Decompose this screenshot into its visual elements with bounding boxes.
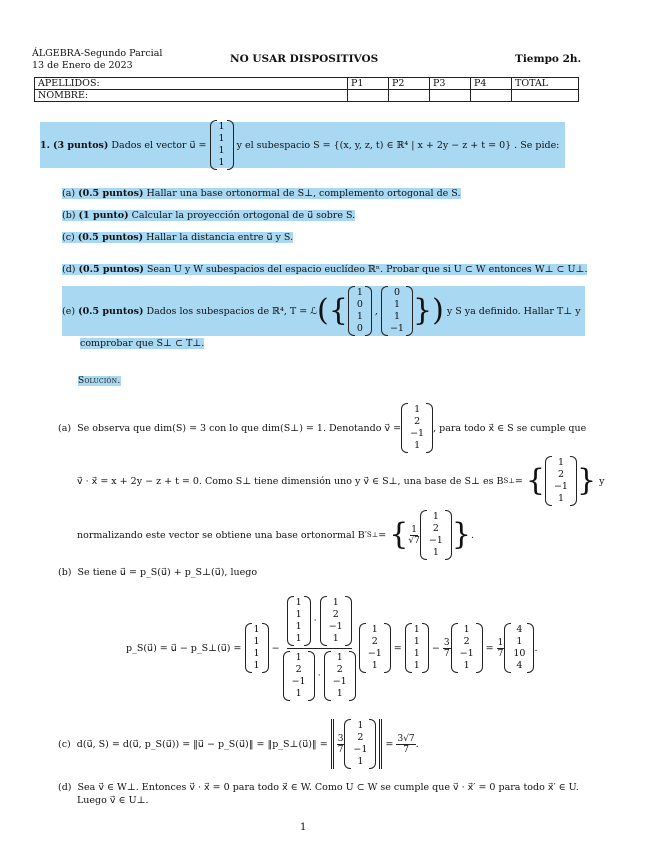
vector-entry: −1: [459, 648, 474, 659]
vector-v: [401, 403, 433, 453]
vector-entry: 1: [432, 547, 439, 558]
vector-entry: 1: [253, 636, 260, 647]
vector-entry: −1: [428, 535, 443, 546]
vector-entry: 1: [357, 720, 364, 731]
vector-entry: 1: [414, 404, 421, 415]
surname-cell: APELLIDOS:: [35, 78, 348, 90]
vector-entry: 0: [393, 287, 400, 298]
vector-entry: −1: [353, 744, 368, 755]
page-number: 1: [300, 822, 307, 833]
vector-u: [210, 120, 234, 170]
vector-entry: 1: [516, 636, 523, 647]
projection-result: [504, 623, 534, 673]
vector-entry: 1: [393, 299, 400, 310]
part-e-line2: comprobar que S⊥ ⊂ T⊥.: [80, 338, 205, 349]
vector-entry: 1: [413, 636, 420, 647]
vector-entry: 1: [432, 511, 439, 522]
problem-points: (3 puntos): [52, 139, 109, 151]
vector-entry: −1: [367, 648, 382, 659]
name-cell: NOMBRE:: [35, 90, 348, 102]
vector-entry: 1: [295, 620, 302, 632]
vector-entry: 1: [463, 624, 470, 635]
vector-entry: 1: [557, 457, 564, 468]
vector-entry: 2: [557, 469, 564, 480]
vector-entry: −1: [389, 323, 404, 334]
part-a: (a) (0.5 puntos) Hallar una base ortonormal de S⊥, complemento ortogonal de S.: [62, 188, 461, 199]
vector-entry: 1: [413, 648, 420, 659]
solution-b-formula: p_S(u⃗) = u⃗ − p_S⊥(u⃗) = 1 1 1 1 − 1 1 1 1 · 1 2 −1 1 1 2 −1 1 · 1 2 −1 1 1 2 −1 1 = 1 1 1 1 − $\frac{3}{7}$ 1 2 −1 1 = $\frac{1}{7}$ 4 1 10 4 .: [126, 596, 538, 699]
time-limit: Tiempo 2h.: [515, 53, 582, 65]
subspace-definition: y el subespacio S = {(x, y, z, t) ∈ ℝ⁴ | x + 2y − z + t = 0} . Se pide:: [236, 139, 560, 151]
vector-entry: 1: [218, 145, 225, 156]
vector-entry: 1: [371, 660, 378, 671]
vector-entry: 2: [336, 663, 343, 675]
vector-entry: 1: [356, 311, 363, 322]
solution-d-line2: Luego v⃗ ∈ U⊥.: [77, 795, 149, 806]
vector-entry: 1: [295, 608, 302, 620]
vector-entry: 1: [557, 493, 564, 504]
vector-entry: 1: [218, 121, 225, 132]
vector-entry: 1: [253, 660, 260, 671]
basis-vector: [545, 456, 577, 506]
vector-entry: 2: [295, 663, 302, 675]
problem-number: 1.: [40, 139, 50, 151]
solution-title: Solución.: [78, 376, 121, 386]
part-b: (b) (1 punto) Calcular la proyección ortogonal de u⃗ sobre S.: [62, 210, 356, 221]
problem-intro: Dados el vector u⃗ =: [111, 139, 207, 151]
vector-entry: 2: [371, 636, 378, 647]
solution-a-line2: v⃗ · x⃗ = x + 2y − z + t = 0. Como S⊥ tiene dimensión uno y v⃗ ∈ S⊥, una base de S⊥ es B S⊥ = { 1 2 −1 1 } y: [77, 457, 605, 504]
vector-entry: 2: [463, 636, 470, 647]
p1-cell: P1: [348, 78, 389, 90]
vector-entry: 4: [516, 624, 523, 635]
vector-entry: 1: [357, 756, 364, 767]
part-e: (e) (0.5 puntos) Dados los subespacios de ℝ⁴, T = ℒ ( { 1 0 1 0 , 0 1 1 −1 } ) y S ya definido. Hallar T⊥ y: [62, 286, 585, 336]
vector-entry: 1: [218, 157, 225, 168]
vector-entry: 1: [332, 632, 339, 644]
student-info-table: [34, 77, 579, 102]
vector-entry: 10: [513, 648, 526, 659]
vector-entry: 1: [332, 596, 339, 608]
total-cell: TOTAL: [512, 78, 579, 90]
vector-entry: 1: [413, 660, 420, 671]
vector-entry: 0: [356, 323, 363, 334]
exam-date: 13 de Enero de 2023: [32, 60, 133, 71]
vector-entry: 1: [336, 687, 343, 699]
vector-entry: −1: [291, 675, 306, 687]
solution-d-line1: (d) Sea v⃗ ∈ W⊥. Entonces v⃗ · x⃗ = 0 para todo x⃗ ∈ W. Como U ⊂ W se cumple que v⃗ · x⃗′ = 0 para todo x⃗′ ∈ U.: [58, 782, 579, 793]
vector-entry: 1: [295, 632, 302, 644]
vector-entry: 1: [253, 648, 260, 659]
vector-entry: 1: [393, 311, 400, 322]
solution-a-line1: (a) Se observa que dim(S) = 3 con lo que dim(S⊥) = 1. Denotando v⃗ = 1 2 −1 1 , para todo x⃗ ∈ S se cumple que: [58, 404, 587, 451]
vector-entry: −1: [332, 675, 347, 687]
problem-statement: [40, 122, 565, 168]
distance-value: $\frac{3√7}{7}$: [397, 733, 415, 755]
e-vector-1: [348, 286, 372, 336]
p4-cell: P4: [471, 78, 512, 90]
vector-entry: 1: [371, 624, 378, 635]
projection-fraction: 1 1 1 1 · 1 2 −1 1 1 2 −1 1 · 1 2 −1 1: [283, 596, 356, 701]
course-title: ÁLGEBRA-Segundo Parcial: [32, 48, 163, 59]
part-c: (c) (0.5 puntos) Hallar la distancia entre u⃗ y S.: [62, 232, 294, 243]
vector-entry: 1: [414, 440, 421, 451]
normalization-fraction: $\frac{1}{√7}$: [408, 524, 420, 546]
e-vector-2: [381, 286, 413, 336]
solution-a-line3: normalizando este vector se obtiene una base ortonormal B′ S⊥ = { $\frac{1}{√7}$ 1 2 −1 1 } .: [77, 511, 474, 558]
vector-entry: 1: [295, 687, 302, 699]
vector-entry: 1: [463, 660, 470, 671]
vector-entry: 2: [332, 608, 339, 620]
part-d: (d) (0.5 puntos) Sean U y W subespacios del espacio euclídeo ℝⁿ. Probar que si U ⊂ W entonces W⊥ ⊂ U⊥.: [62, 264, 588, 275]
vector-entry: −1: [410, 428, 425, 439]
solution-c: (c) d(u⃗, S) = d(u⃗, p_S(u⃗)) = ‖u⃗ − p_S(u⃗)‖ = ‖p_S⊥(u⃗)‖ = $\frac{3}{7}$ 1 2 −1 1 = $\frac{3√7}{7}$ .: [58, 720, 419, 767]
vector-entry: −1: [553, 481, 568, 492]
solution-b-line1: (b) Se tiene u⃗ = p_S(u⃗) + p_S⊥(u⃗), luego: [58, 567, 258, 578]
vector-entry: 1: [253, 624, 260, 635]
p3-cell: P3: [430, 78, 471, 90]
vector-entry: 1: [336, 651, 343, 663]
vector-entry: 4: [516, 660, 523, 671]
vector-entry: 1: [218, 133, 225, 144]
notice: NO USAR DISPOSITIVOS: [230, 53, 379, 65]
vector-entry: 1: [295, 596, 302, 608]
vector-entry: 1: [356, 287, 363, 298]
vector-entry: 0: [356, 299, 363, 310]
vector-entry: 1: [413, 624, 420, 635]
vector-entry: −1: [328, 620, 343, 632]
vector-entry: 1: [295, 651, 302, 663]
vector-entry: 2: [357, 732, 364, 743]
vector-entry: 2: [414, 416, 421, 427]
orthonormal-vector: [420, 510, 452, 560]
p2-cell: P2: [389, 78, 430, 90]
vector-entry: 2: [432, 523, 439, 534]
